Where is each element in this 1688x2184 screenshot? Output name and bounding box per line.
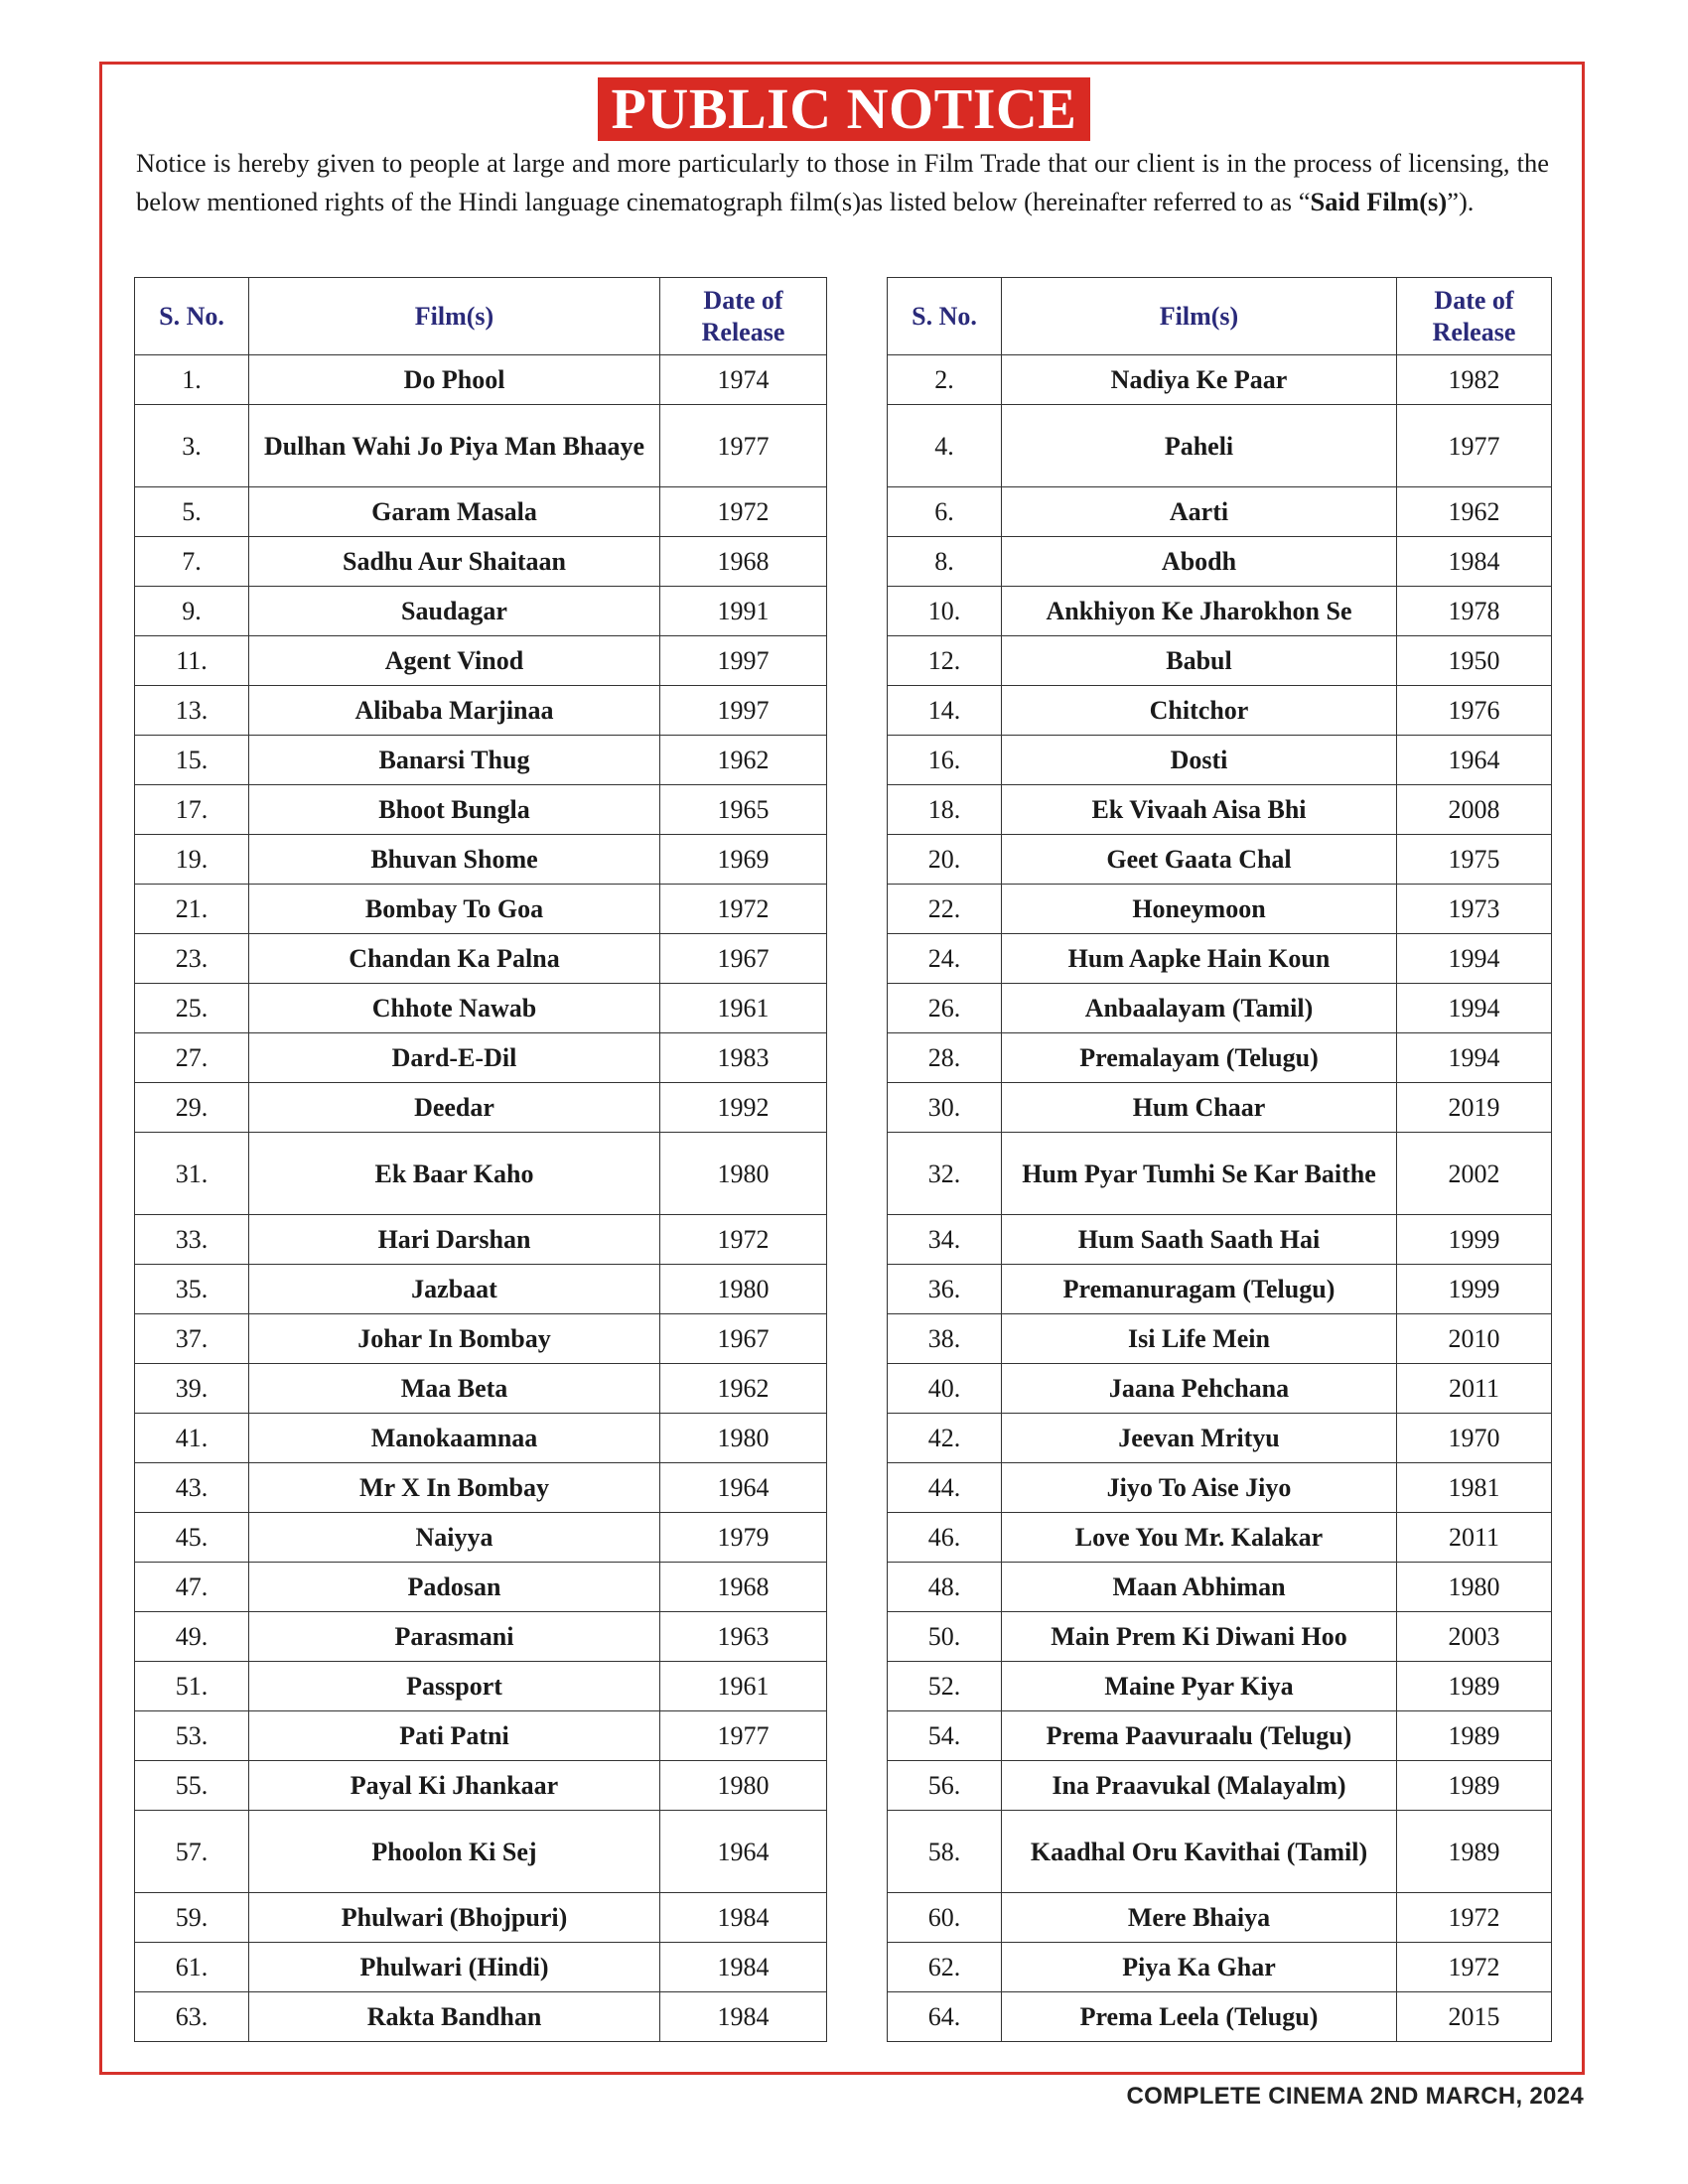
intro-end: ”). — [1447, 187, 1475, 216]
cell-sno: 56. — [888, 1761, 1002, 1811]
header-date: Date of Release — [660, 278, 827, 355]
cell-film: Maa Beta — [249, 1364, 660, 1414]
cell-year: 1982 — [1397, 355, 1552, 405]
cell-sno: 13. — [135, 686, 249, 736]
cell-sno: 46. — [888, 1513, 1002, 1563]
cell-sno: 27. — [135, 1033, 249, 1083]
cell-year: 1962 — [660, 1364, 827, 1414]
cell-sno: 29. — [135, 1083, 249, 1133]
cell-film: Agent Vinod — [249, 636, 660, 686]
table-row — [888, 1612, 1552, 1662]
table-row — [135, 785, 827, 835]
table-row — [135, 1215, 827, 1265]
table-row — [135, 1563, 827, 1612]
cell-sno: 14. — [888, 686, 1002, 736]
cell-year: 2019 — [1397, 1083, 1552, 1133]
cell-year: 1963 — [660, 1612, 827, 1662]
cell-film: Rakta Bandhan — [249, 1992, 660, 2042]
cell-sno: 21. — [135, 885, 249, 934]
table-row — [888, 736, 1552, 785]
cell-film: Ina Praavukal (Malayalm) — [1002, 1761, 1397, 1811]
cell-year: 1977 — [660, 1711, 827, 1761]
table-row — [135, 736, 827, 785]
table-row — [888, 885, 1552, 934]
cell-film: Garam Masala — [249, 487, 660, 537]
cell-year: 1968 — [660, 537, 827, 587]
cell-sno: 45. — [135, 1513, 249, 1563]
cell-film: Babul — [1002, 636, 1397, 686]
cell-sno: 52. — [888, 1662, 1002, 1711]
cell-year: 1997 — [660, 636, 827, 686]
right-table-body — [888, 355, 1552, 2042]
header-film: Film(s) — [1002, 278, 1397, 355]
title-wrap — [0, 77, 1688, 141]
table-row — [135, 934, 827, 984]
intro-text: Notice is hereby given to people at large and more particularly to those in Film Trade that our client is in the process of licensing, the below mentioned rights of the Hindi language cinematograph film(s)as listed below (hereinafter referred to as “ — [136, 148, 1549, 216]
table-row — [888, 1314, 1552, 1364]
cell-sno: 1. — [135, 355, 249, 405]
cell-year: 1989 — [1397, 1811, 1552, 1893]
table-row — [888, 1364, 1552, 1414]
table-row — [888, 1711, 1552, 1761]
cell-year: 1964 — [660, 1811, 827, 1893]
cell-year: 1984 — [660, 1943, 827, 1992]
cell-sno: 58. — [888, 1811, 1002, 1893]
intro-bold: Said Film(s) — [1310, 187, 1448, 216]
cell-sno: 57. — [135, 1811, 249, 1893]
table-row — [135, 1612, 827, 1662]
table-row — [888, 1215, 1552, 1265]
cell-sno: 34. — [888, 1215, 1002, 1265]
cell-year: 1962 — [660, 736, 827, 785]
cell-year: 1989 — [1397, 1711, 1552, 1761]
table-row — [135, 1314, 827, 1364]
cell-sno: 11. — [135, 636, 249, 686]
cell-year: 1972 — [660, 487, 827, 537]
table-row — [888, 984, 1552, 1033]
cell-film: Nadiya Ke Paar — [1002, 355, 1397, 405]
cell-film: Passport — [249, 1662, 660, 1711]
cell-year: 1964 — [660, 1463, 827, 1513]
cell-year: 1967 — [660, 934, 827, 984]
table-row — [888, 636, 1552, 686]
table-row — [888, 587, 1552, 636]
table-row — [888, 487, 1552, 537]
header-film: Film(s) — [249, 278, 660, 355]
cell-sno: 30. — [888, 1083, 1002, 1133]
cell-sno: 62. — [888, 1943, 1002, 1992]
cell-film: Phulwari (Bhojpuri) — [249, 1893, 660, 1943]
cell-film: Hari Darshan — [249, 1215, 660, 1265]
cell-film: Maan Abhiman — [1002, 1563, 1397, 1612]
table-row — [135, 1893, 827, 1943]
cell-film: Johar In Bombay — [249, 1314, 660, 1364]
cell-year: 1994 — [1397, 934, 1552, 984]
cell-sno: 44. — [888, 1463, 1002, 1513]
cell-film: Jeevan Mrityu — [1002, 1414, 1397, 1463]
cell-year: 1967 — [660, 1314, 827, 1364]
table-row — [888, 1414, 1552, 1463]
cell-year: 1994 — [1397, 1033, 1552, 1083]
table-row — [888, 1083, 1552, 1133]
cell-year: 1975 — [1397, 835, 1552, 885]
cell-year: 1977 — [660, 405, 827, 487]
table-row — [135, 355, 827, 405]
table-row — [135, 405, 827, 487]
cell-film: Jaana Pehchana — [1002, 1364, 1397, 1414]
cell-year: 1974 — [660, 355, 827, 405]
cell-film: Honeymoon — [1002, 885, 1397, 934]
cell-year: 1997 — [660, 686, 827, 736]
cell-film: Ankhiyon Ke Jharokhon Se — [1002, 587, 1397, 636]
cell-film: Do Phool — [249, 355, 660, 405]
cell-year: 1968 — [660, 1563, 827, 1612]
cell-film: Chandan Ka Palna — [249, 934, 660, 984]
cell-film: Hum Saath Saath Hai — [1002, 1215, 1397, 1265]
cell-year: 2011 — [1397, 1513, 1552, 1563]
cell-year: 1983 — [660, 1033, 827, 1083]
cell-sno: 60. — [888, 1893, 1002, 1943]
table-row — [135, 1033, 827, 1083]
table-row — [888, 1513, 1552, 1563]
cell-film: Main Prem Ki Diwani Hoo — [1002, 1612, 1397, 1662]
cell-sno: 8. — [888, 537, 1002, 587]
cell-film: Ek Vivaah Aisa Bhi — [1002, 785, 1397, 835]
table-row — [888, 785, 1552, 835]
cell-film: Isi Life Mein — [1002, 1314, 1397, 1364]
notice-intro — [136, 144, 1549, 221]
table-row — [888, 1662, 1552, 1711]
table-row — [135, 1711, 827, 1761]
table-row — [888, 537, 1552, 587]
cell-sno: 39. — [135, 1364, 249, 1414]
cell-film: Alibaba Marjinaa — [249, 686, 660, 736]
cell-year: 2015 — [1397, 1992, 1552, 2042]
cell-sno: 47. — [135, 1563, 249, 1612]
header-sno: S. No. — [888, 278, 1002, 355]
films-table-left — [134, 277, 827, 2042]
cell-sno: 25. — [135, 984, 249, 1033]
cell-year: 1972 — [660, 885, 827, 934]
cell-sno: 28. — [888, 1033, 1002, 1083]
table-header-row — [888, 278, 1552, 355]
table-row — [135, 686, 827, 736]
cell-sno: 24. — [888, 934, 1002, 984]
table-row — [135, 1943, 827, 1992]
cell-sno: 6. — [888, 487, 1002, 537]
cell-sno: 59. — [135, 1893, 249, 1943]
cell-sno: 40. — [888, 1364, 1002, 1414]
cell-film: Banarsi Thug — [249, 736, 660, 785]
cell-year: 1977 — [1397, 405, 1552, 487]
cell-film: Paheli — [1002, 405, 1397, 487]
cell-sno: 26. — [888, 984, 1002, 1033]
cell-sno: 18. — [888, 785, 1002, 835]
cell-sno: 4. — [888, 405, 1002, 487]
table-row — [888, 1033, 1552, 1083]
cell-sno: 17. — [135, 785, 249, 835]
cell-film: Hum Chaar — [1002, 1083, 1397, 1133]
cell-film: Padosan — [249, 1563, 660, 1612]
cell-sno: 48. — [888, 1563, 1002, 1612]
cell-year: 1980 — [1397, 1563, 1552, 1612]
cell-year: 1970 — [1397, 1414, 1552, 1463]
cell-film: Phoolon Ki Sej — [249, 1811, 660, 1893]
cell-sno: 20. — [888, 835, 1002, 885]
cell-film: Manokaamnaa — [249, 1414, 660, 1463]
table-row — [135, 587, 827, 636]
cell-year: 1984 — [660, 1992, 827, 2042]
table-row — [888, 1563, 1552, 1612]
cell-year: 2011 — [1397, 1364, 1552, 1414]
cell-film: Premanuragam (Telugu) — [1002, 1265, 1397, 1314]
cell-film: Hum Aapke Hain Koun — [1002, 934, 1397, 984]
table-row — [888, 1133, 1552, 1215]
cell-sno: 61. — [135, 1943, 249, 1992]
cell-sno: 35. — [135, 1265, 249, 1314]
cell-sno: 7. — [135, 537, 249, 587]
cell-sno: 32. — [888, 1133, 1002, 1215]
cell-sno: 50. — [888, 1612, 1002, 1662]
table-row — [135, 1133, 827, 1215]
cell-film: Abodh — [1002, 537, 1397, 587]
cell-film: Geet Gaata Chal — [1002, 835, 1397, 885]
cell-year: 1980 — [660, 1761, 827, 1811]
cell-film: Dard-E-Dil — [249, 1033, 660, 1083]
cell-sno: 12. — [888, 636, 1002, 686]
left-table-body — [135, 355, 827, 2042]
cell-film: Phulwari (Hindi) — [249, 1943, 660, 1992]
header-sno: S. No. — [135, 278, 249, 355]
cell-film: Dulhan Wahi Jo Piya Man Bhaaye — [249, 405, 660, 487]
cell-year: 2010 — [1397, 1314, 1552, 1364]
cell-year: 1961 — [660, 1662, 827, 1711]
cell-sno: 19. — [135, 835, 249, 885]
cell-film: Premalayam (Telugu) — [1002, 1033, 1397, 1083]
table-row — [135, 1265, 827, 1314]
cell-year: 1989 — [1397, 1662, 1552, 1711]
cell-sno: 16. — [888, 736, 1002, 785]
table-row — [135, 1761, 827, 1811]
table-row — [888, 934, 1552, 984]
cell-film: Saudagar — [249, 587, 660, 636]
cell-film: Parasmani — [249, 1612, 660, 1662]
cell-film: Piya Ka Ghar — [1002, 1943, 1397, 1992]
cell-sno: 3. — [135, 405, 249, 487]
table-row — [888, 1463, 1552, 1513]
cell-film: Chitchor — [1002, 686, 1397, 736]
cell-film: Anbaalayam (Tamil) — [1002, 984, 1397, 1033]
cell-year: 1976 — [1397, 686, 1552, 736]
cell-year: 1991 — [660, 587, 827, 636]
cell-sno: 15. — [135, 736, 249, 785]
cell-film: Bhuvan Shome — [249, 835, 660, 885]
cell-year: 2003 — [1397, 1612, 1552, 1662]
table-row — [135, 835, 827, 885]
table-row — [888, 1761, 1552, 1811]
cell-year: 1973 — [1397, 885, 1552, 934]
cell-film: Prema Leela (Telugu) — [1002, 1992, 1397, 2042]
table-row — [888, 1811, 1552, 1893]
cell-sno: 51. — [135, 1662, 249, 1711]
cell-sno: 37. — [135, 1314, 249, 1364]
table-row — [888, 1943, 1552, 1992]
cell-year: 1981 — [1397, 1463, 1552, 1513]
table-row — [888, 1992, 1552, 2042]
cell-sno: 41. — [135, 1414, 249, 1463]
cell-year: 1962 — [1397, 487, 1552, 537]
table-row — [135, 885, 827, 934]
cell-year: 1972 — [1397, 1893, 1552, 1943]
cell-year: 2008 — [1397, 785, 1552, 835]
cell-year: 1978 — [1397, 587, 1552, 636]
table-row — [135, 1662, 827, 1711]
cell-film: Dosti — [1002, 736, 1397, 785]
cell-film: Love You Mr. Kalakar — [1002, 1513, 1397, 1563]
cell-sno: 31. — [135, 1133, 249, 1215]
table-row — [135, 636, 827, 686]
cell-year: 1979 — [660, 1513, 827, 1563]
table-row — [135, 984, 827, 1033]
table-row — [888, 835, 1552, 885]
table-header-row — [135, 278, 827, 355]
cell-year: 1964 — [1397, 736, 1552, 785]
cell-film: Deedar — [249, 1083, 660, 1133]
table-row — [135, 537, 827, 587]
cell-film: Sadhu Aur Shaitaan — [249, 537, 660, 587]
cell-year: 1965 — [660, 785, 827, 835]
cell-film: Bhoot Bungla — [249, 785, 660, 835]
cell-sno: 38. — [888, 1314, 1002, 1364]
table-row — [135, 1414, 827, 1463]
cell-film: Mr X In Bombay — [249, 1463, 660, 1513]
cell-sno: 63. — [135, 1992, 249, 2042]
cell-film: Hum Pyar Tumhi Se Kar Baithe — [1002, 1133, 1397, 1215]
cell-year: 1950 — [1397, 636, 1552, 686]
cell-year: 1980 — [660, 1133, 827, 1215]
cell-sno: 22. — [888, 885, 1002, 934]
table-row — [135, 1811, 827, 1893]
cell-year: 1984 — [1397, 537, 1552, 587]
table-row — [888, 1265, 1552, 1314]
cell-year: 1994 — [1397, 984, 1552, 1033]
cell-year: 1992 — [660, 1083, 827, 1133]
cell-sno: 36. — [888, 1265, 1002, 1314]
cell-film: Bombay To Goa — [249, 885, 660, 934]
cell-sno: 54. — [888, 1711, 1002, 1761]
cell-year: 1980 — [660, 1265, 827, 1314]
cell-sno: 9. — [135, 587, 249, 636]
table-row — [135, 1513, 827, 1563]
cell-film: Ek Baar Kaho — [249, 1133, 660, 1215]
cell-year: 1972 — [1397, 1943, 1552, 1992]
cell-sno: 33. — [135, 1215, 249, 1265]
table-row — [888, 355, 1552, 405]
cell-year: 1999 — [1397, 1265, 1552, 1314]
cell-year: 1961 — [660, 984, 827, 1033]
table-row — [135, 1364, 827, 1414]
cell-year: 1999 — [1397, 1215, 1552, 1265]
cell-film: Maine Pyar Kiya — [1002, 1662, 1397, 1711]
cell-sno: 55. — [135, 1761, 249, 1811]
table-row — [888, 686, 1552, 736]
table-row — [135, 487, 827, 537]
header-date: Date of Release — [1397, 278, 1552, 355]
page-title: PUBLIC NOTICE — [598, 77, 1091, 141]
cell-sno: 43. — [135, 1463, 249, 1513]
cell-film: Prema Paavuraalu (Telugu) — [1002, 1711, 1397, 1761]
cell-sno: 53. — [135, 1711, 249, 1761]
cell-sno: 42. — [888, 1414, 1002, 1463]
cell-film: Chhote Nawab — [249, 984, 660, 1033]
cell-year: 1984 — [660, 1893, 827, 1943]
cell-sno: 2. — [888, 355, 1002, 405]
cell-year: 1972 — [660, 1215, 827, 1265]
cell-film: Pati Patni — [249, 1711, 660, 1761]
table-row — [135, 1083, 827, 1133]
cell-year: 2002 — [1397, 1133, 1552, 1215]
table-row — [135, 1463, 827, 1513]
cell-sno: 10. — [888, 587, 1002, 636]
cell-year: 1980 — [660, 1414, 827, 1463]
cell-film: Naiyya — [249, 1513, 660, 1563]
table-row — [135, 1992, 827, 2042]
cell-film: Mere Bhaiya — [1002, 1893, 1397, 1943]
cell-film: Kaadhal Oru Kavithai (Tamil) — [1002, 1811, 1397, 1893]
cell-sno: 5. — [135, 487, 249, 537]
films-table-right — [887, 277, 1552, 2042]
cell-year: 1989 — [1397, 1761, 1552, 1811]
publication-footer: COMPLETE CINEMA 2ND MARCH, 2024 — [1126, 2083, 1584, 2110]
cell-film: Jiyo To Aise Jiyo — [1002, 1463, 1397, 1513]
cell-film: Payal Ki Jhankaar — [249, 1761, 660, 1811]
table-row — [888, 405, 1552, 487]
cell-sno: 64. — [888, 1992, 1002, 2042]
cell-film: Jazbaat — [249, 1265, 660, 1314]
cell-sno: 49. — [135, 1612, 249, 1662]
table-row — [888, 1893, 1552, 1943]
cell-sno: 23. — [135, 934, 249, 984]
cell-film: Aarti — [1002, 487, 1397, 537]
cell-year: 1969 — [660, 835, 827, 885]
